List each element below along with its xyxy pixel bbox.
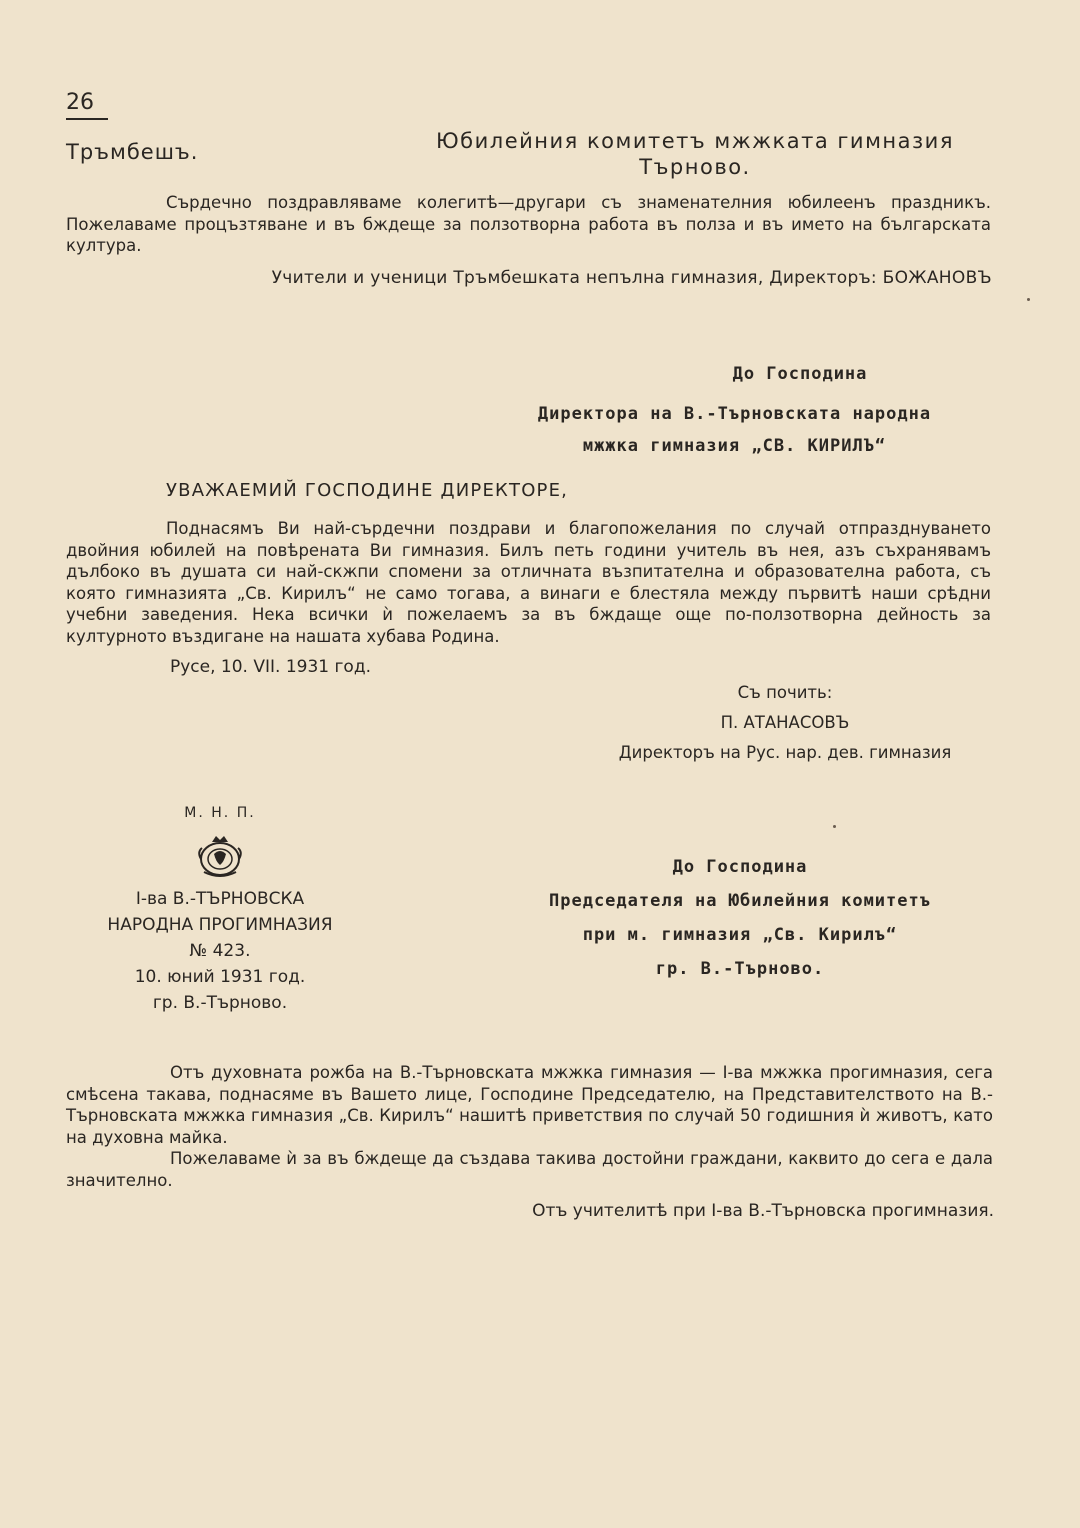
coat-of-arms-icon <box>194 832 246 880</box>
addressee-line: Председателя на Юбилейния комитетъ <box>549 891 931 911</box>
recipient-line: Юбилейния комитетъ мжжката гимназия <box>436 129 954 153</box>
letter-city: гр. В.-Търново. <box>152 993 288 1013</box>
ministry-abbrev: М. Н. П. <box>184 805 256 821</box>
letter2-place-date: Русе, 10. VII. 1931 год. <box>170 657 371 677</box>
closing-phrase: Съ почить: <box>737 683 833 702</box>
signer-title: Директоръ на Рус. нар. дев. гимназия <box>618 743 952 762</box>
letter2-salutation: УВАЖАЕМИЙ ГОСПОДИНЕ ДИРЕКТОРЕ, <box>166 480 569 501</box>
letter2-closing-block <box>580 678 990 768</box>
letter1-recipient <box>395 128 995 180</box>
org-line: I-ва В.-ТЪРНОВСКА <box>135 889 305 909</box>
letter3-letterhead <box>80 800 360 1016</box>
letter1-body: Сърдечно поздравляваме колегитѣ—другари съ знаменателния юбилеенъ праздникъ. Пожелаваме процъзтяване и въ бждеще за ползотворна работа въ полза и въ името на българската култура. <box>66 193 991 255</box>
addressee-line: при м. гимназия „Св. Кирилъ“ <box>582 925 898 945</box>
paper-speck <box>1027 298 1030 301</box>
addressee-line: мжжка гимназия „СВ. КИРИЛЪ“ <box>582 436 887 456</box>
paper-speck <box>833 825 836 828</box>
letter2-addressee <box>482 398 987 462</box>
letter-date: 10. юний 1931 год. <box>134 967 306 987</box>
org-line: НАРОДНА ПРОГИМНАЗИЯ <box>107 915 333 935</box>
addressee-label: До Господина <box>672 857 808 877</box>
letter3-signature: Отъ учителитѣ при I-ва В.-Търновска прогимназия. <box>532 1201 994 1221</box>
letter3-addressee <box>490 850 990 986</box>
letter2-to-label: До Господина <box>732 364 868 384</box>
letter2-body: Поднасямъ Ви най-сърдечни поздрави и благопожелания по случай отпразднуването двойния юбилей на повѣрената Ви гимназия. Билъ петь години учитель въ нея, азъ съхранявамъ дълбоко въ душата си най-скжпи спомени за отличната възпитателна и образователна работа, съ която гимназията „Св. Кирилъ“ не само тогава, а винаги е блестяла между първитѣ наши срѣдни учебни заведения. Нека всички ѝ пожелаемъ за въ бждаще още по-ползотворна дейность за културното въздигане на нашата хубава Родина. <box>66 519 991 646</box>
reference-number: № 423. <box>189 941 251 961</box>
recipient-line: Търново. <box>639 155 751 179</box>
letter3-body-paragraph: Пожелаваме ѝ за въ бждеще да създава такива достойни граждани, каквито до сега е дала значително. <box>66 1149 993 1190</box>
letter3-body-paragraph: Отъ духовната рожба на В.-Търновската мжжка гимназия — I-ва мжжка прогимназия, сега смѣсена такава, поднасяме въ Вашето лице, Господине Председателю, на Представителството на В.-Търновската мжжка гимназия „Св. Кирилъ“ нашитѣ приветствия по случай 50 годишния ѝ животъ, като на духовна майка. <box>66 1063 993 1147</box>
signer-name: П. АТАНАСОВЪ <box>720 713 850 732</box>
addressee-line: гр. В.-Търново. <box>655 959 825 979</box>
sender-place: Тръмбешъ. <box>66 140 199 164</box>
addressee-line: Директора на В.-Търновската народна <box>537 404 932 424</box>
page-number: 26 <box>66 90 108 120</box>
letter1-signature: Учители и ученици Тръмбешката непълна гимназия, Директоръ: БОЖАНОВЪ <box>271 268 992 288</box>
